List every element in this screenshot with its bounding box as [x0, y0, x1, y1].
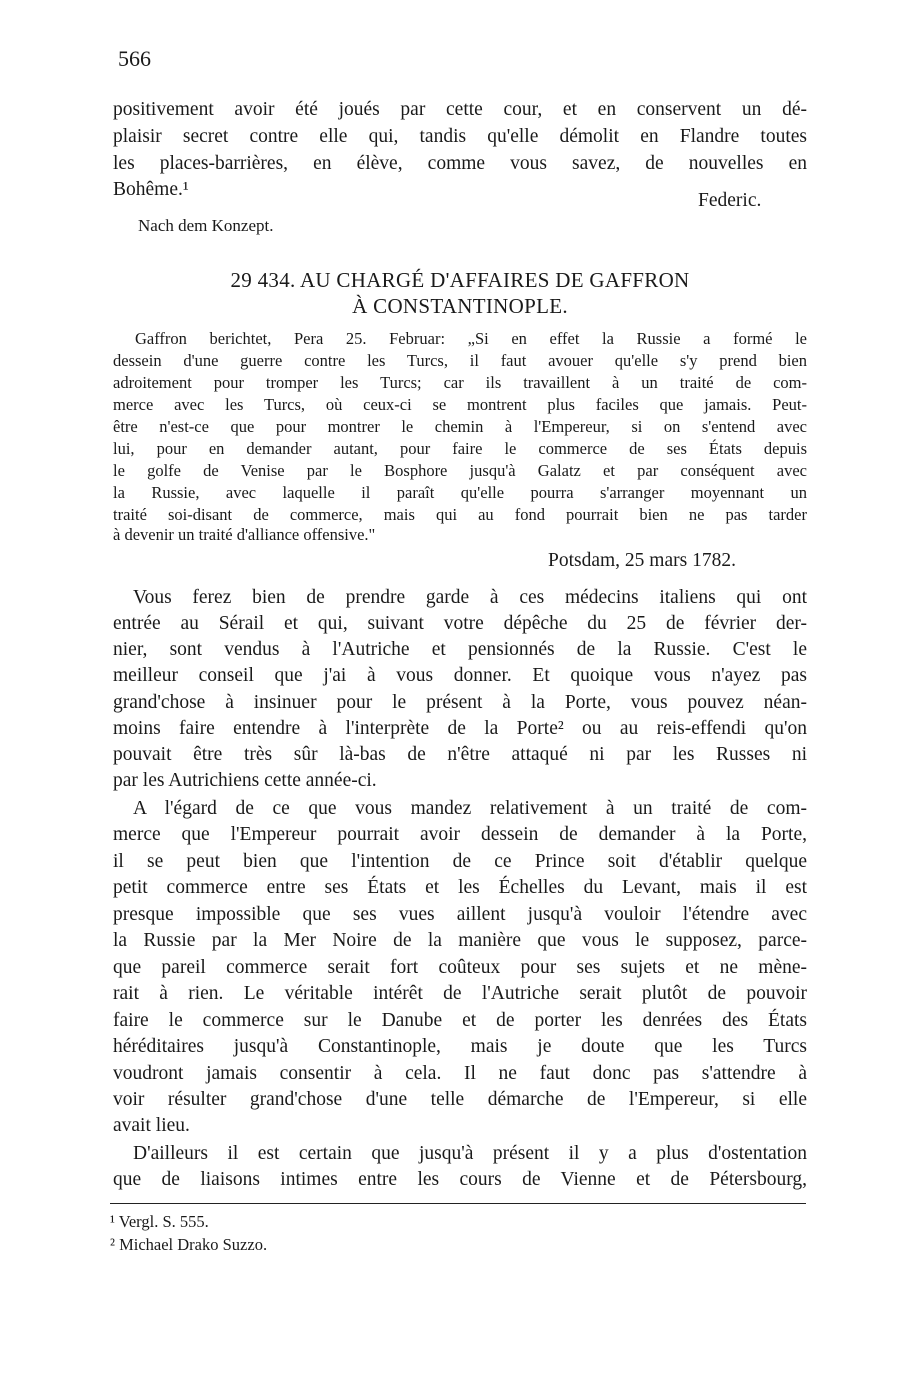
- text-line: plaisir secret contre elle qui, tandis qu'elle démolit en Flandre toutes: [113, 126, 807, 147]
- report-line: Gaffron berichtet, Pera 25. Februar: „Si en effet la Russie a formé le: [135, 329, 807, 348]
- report-line: merce avec les Turcs, où ceux-ci se montrent plus faciles que jamais. Peut-: [113, 395, 807, 414]
- report-line: le golfe de Venise par le Bosphore jusqu'à Galatz et par conséquent avec: [113, 461, 807, 480]
- text-line: que de liaisons intimes entre les cours de Vienne et de Pétersbourg,: [113, 1169, 807, 1190]
- text-line: les places-barrières, en élève, comme vous savez, de nouvelles en: [113, 153, 807, 174]
- dateline: Potsdam, 25 mars 1782.: [548, 550, 736, 571]
- text-line: que pareil commerce serait fort coûteux pour ses sujets et ne mène-: [113, 957, 807, 978]
- text-line: faire le commerce sur le Danube et de porter les denrées des États: [113, 1010, 807, 1031]
- text-line: rait à rien. Le véritable intérêt de l'Autriche serait plutôt de pouvoir: [113, 983, 807, 1004]
- text-line: pouvait être très sûr là-bas de n'être attaqué ni par les Russes ni: [113, 744, 807, 765]
- report-line: dessein d'une guerre contre les Turcs, il faut avouer qu'elle s'y prend bien: [113, 351, 807, 370]
- text-line: par les Autrichiens cette année-ci.: [113, 770, 377, 791]
- text-line: voir résulter grand'chose d'une telle démarche de l'Empereur, si elle: [113, 1089, 807, 1110]
- report-line: adroitement pour tromper les Turcs; car ils travaillent à un traité de com-: [113, 373, 807, 392]
- footnote-1: ¹ Vergl. S. 555.: [110, 1212, 209, 1231]
- text-line: avait lieu.: [113, 1115, 190, 1136]
- letter-title-line-2: À CONSTANTINOPLE.: [352, 294, 568, 318]
- text-line: presque impossible que ses vues aillent jusqu'à vouloir l'étendre avec: [113, 904, 807, 925]
- text-line: meilleur conseil que j'ai à vous donner. Et quoique vous n'ayez pas: [113, 665, 807, 686]
- text-line: positivement avoir été joués par cette cour, et en conservent un dé-: [113, 99, 807, 120]
- text-line: voudront jamais consentir à cela. Il ne faut donc pas s'attendre à: [113, 1063, 807, 1084]
- text-line: D'ailleurs il est certain que jusqu'à présent il y a plus d'ostentation: [133, 1143, 807, 1164]
- text-line: la Russie par la Mer Noire de la manière que vous le supposez, parce-: [113, 930, 807, 951]
- letter-title-line-1: 29 434. AU CHARGÉ D'AFFAIRES DE GAFFRON: [230, 268, 690, 292]
- footnote-divider: [110, 1203, 806, 1204]
- footnote-2: ² Michael Drako Suzzo.: [110, 1235, 268, 1254]
- text-line: A l'égard de ce que vous mandez relativement à un traité de com-: [133, 798, 807, 819]
- source-note: Nach dem Konzept.: [138, 216, 274, 235]
- report-line: lui, pour en demander autant, pour faire le commerce de ses États depuis: [113, 439, 807, 458]
- text-line: nier, sont vendus à l'Autriche et pensionnés de la Russie. C'est le: [113, 639, 807, 660]
- text-line: Bohême.¹: [113, 179, 189, 200]
- text-line: Vous ferez bien de prendre garde à ces médecins italiens qui ont: [133, 587, 807, 608]
- text-line: petit commerce entre ses États et les Échelles du Levant, mais il est: [113, 877, 807, 898]
- text-line: merce que l'Empereur pourrait avoir dessein de demander à la Porte,: [113, 824, 807, 845]
- text-line: entrée au Sérail et qui, suivant votre dépêche du 25 de février der-: [113, 613, 807, 634]
- page-number: 566: [118, 46, 151, 71]
- text-line: héréditaires jusqu'à Constantinople, mais je doute que les Turcs: [113, 1036, 807, 1057]
- text-line: grand'chose à insinuer pour le présent à la Porte, vous pouvez néan-: [113, 692, 807, 713]
- report-line: à devenir un traité d'alliance offensive.": [113, 525, 376, 544]
- text-line: il se peut bien que l'intention de ce Prince soit d'établir quelque: [113, 851, 807, 872]
- report-line: la Russie, avec laquelle il paraît qu'elle pourra s'arranger moyennant un: [113, 483, 807, 502]
- signature: Federic.: [698, 190, 762, 211]
- report-line: traité soi-disant de commerce, mais qui au fond pourrait bien ne pas tarder: [113, 505, 807, 524]
- report-line: être n'est-ce que pour montrer le chemin à l'Empereur, si on s'entend avec: [113, 417, 807, 436]
- text-line: moins faire entendre à l'interprète de la Porte² ou au reis-effendi qu'on: [113, 718, 807, 739]
